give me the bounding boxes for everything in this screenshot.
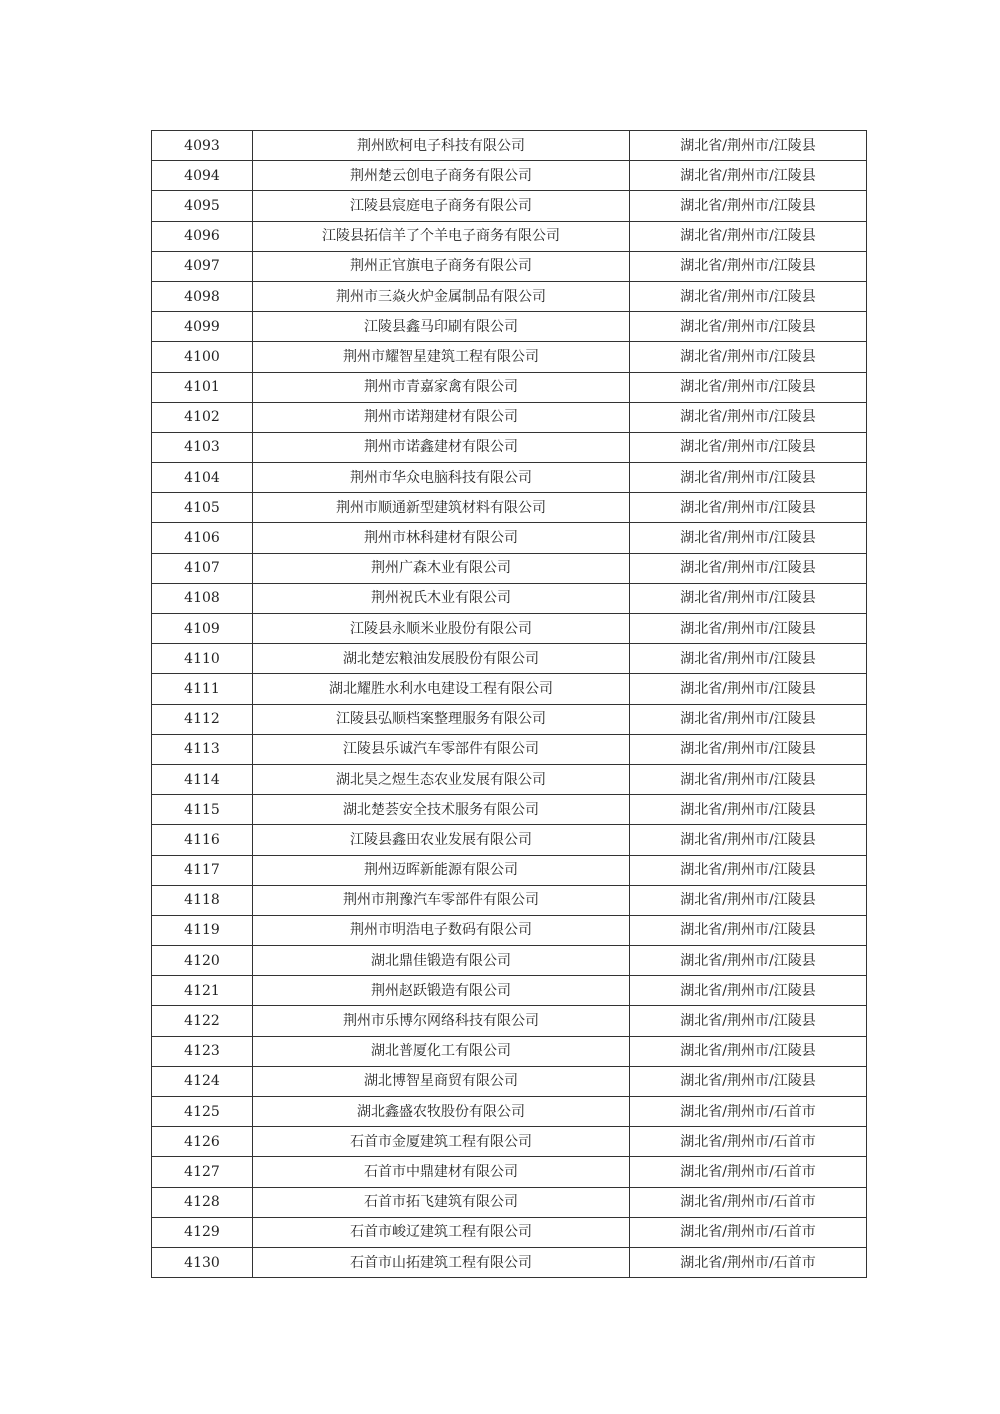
company-name-cell: 荆州欧柯电子科技有限公司 <box>253 131 630 161</box>
row-number-cell: 4127 <box>152 1157 253 1187</box>
company-name-cell: 荆州市诺鑫建材有限公司 <box>253 432 630 462</box>
row-number-cell: 4130 <box>152 1247 253 1277</box>
company-name-cell: 荆州市诺翔建材有限公司 <box>253 402 630 432</box>
table-row <box>152 221 867 251</box>
row-number-cell: 4104 <box>152 463 253 493</box>
company-name-cell: 湖北耀胜水利水电建设工程有限公司 <box>253 674 630 704</box>
table-row <box>152 614 867 644</box>
company-name-cell: 荆州赵跃锻造有限公司 <box>253 976 630 1006</box>
table-row <box>152 795 867 825</box>
row-number-cell: 4122 <box>152 1006 253 1036</box>
region-cell: 湖北省/荆州市/江陵县 <box>630 795 867 825</box>
region-cell: 湖北省/荆州市/石首市 <box>630 1187 867 1217</box>
company-name-cell: 湖北昊之煜生态农业发展有限公司 <box>253 764 630 794</box>
region-cell: 湖北省/荆州市/江陵县 <box>630 432 867 462</box>
row-number-cell: 4097 <box>152 251 253 281</box>
table-body <box>152 131 867 1278</box>
company-name-cell: 湖北博智星商贸有限公司 <box>253 1066 630 1096</box>
region-cell: 湖北省/荆州市/江陵县 <box>630 1036 867 1066</box>
table-row <box>152 583 867 613</box>
company-table <box>151 130 867 1278</box>
row-number-cell: 4102 <box>152 402 253 432</box>
region-cell: 湖北省/荆州市/江陵县 <box>630 644 867 674</box>
company-name-cell: 湖北楚宏粮油发展股份有限公司 <box>253 644 630 674</box>
row-number-cell: 4114 <box>152 764 253 794</box>
table-row <box>152 131 867 161</box>
region-cell: 湖北省/荆州市/江陵县 <box>630 221 867 251</box>
row-number-cell: 4109 <box>152 614 253 644</box>
company-name-cell: 湖北鼎佳锻造有限公司 <box>253 946 630 976</box>
region-cell: 湖北省/荆州市/江陵县 <box>630 523 867 553</box>
table-row <box>152 915 867 945</box>
region-cell: 湖北省/荆州市/石首市 <box>630 1217 867 1247</box>
company-name-cell: 荆州祝氏木业有限公司 <box>253 583 630 613</box>
company-name-cell: 江陵县拓信羊了个羊电子商务有限公司 <box>253 221 630 251</box>
company-name-cell: 江陵县宸庭电子商务有限公司 <box>253 191 630 221</box>
table-row <box>152 1187 867 1217</box>
row-number-cell: 4094 <box>152 161 253 191</box>
row-number-cell: 4101 <box>152 372 253 402</box>
table-row <box>152 1247 867 1277</box>
company-name-cell: 江陵县鑫马印刷有限公司 <box>253 312 630 342</box>
table-row <box>152 885 867 915</box>
company-name-cell: 荆州迈晖新能源有限公司 <box>253 855 630 885</box>
company-name-cell: 江陵县乐诚汽车零部件有限公司 <box>253 734 630 764</box>
table-row <box>152 1097 867 1127</box>
company-name-cell: 荆州市青嘉家禽有限公司 <box>253 372 630 402</box>
row-number-cell: 4118 <box>152 885 253 915</box>
table-row <box>152 342 867 372</box>
table-row <box>152 553 867 583</box>
table-row <box>152 946 867 976</box>
table-row <box>152 463 867 493</box>
row-number-cell: 4106 <box>152 523 253 553</box>
row-number-cell: 4098 <box>152 281 253 311</box>
company-name-cell: 荆州市耀智星建筑工程有限公司 <box>253 342 630 372</box>
table-row <box>152 312 867 342</box>
table-row <box>152 825 867 855</box>
region-cell: 湖北省/荆州市/江陵县 <box>630 946 867 976</box>
document-page <box>151 130 866 1278</box>
region-cell: 湖北省/荆州市/江陵县 <box>630 734 867 764</box>
row-number-cell: 4103 <box>152 432 253 462</box>
region-cell: 湖北省/荆州市/石首市 <box>630 1247 867 1277</box>
row-number-cell: 4115 <box>152 795 253 825</box>
table-row <box>152 493 867 523</box>
company-name-cell: 荆州市明浩电子数码有限公司 <box>253 915 630 945</box>
row-number-cell: 4110 <box>152 644 253 674</box>
region-cell: 湖北省/荆州市/江陵县 <box>630 342 867 372</box>
row-number-cell: 4124 <box>152 1066 253 1096</box>
region-cell: 湖北省/荆州市/江陵县 <box>630 131 867 161</box>
region-cell: 湖北省/荆州市/石首市 <box>630 1127 867 1157</box>
row-number-cell: 4120 <box>152 946 253 976</box>
company-name-cell: 荆州市三焱火炉金属制品有限公司 <box>253 281 630 311</box>
region-cell: 湖北省/荆州市/江陵县 <box>630 976 867 1006</box>
region-cell: 湖北省/荆州市/江陵县 <box>630 191 867 221</box>
company-name-cell: 湖北鑫盛农牧股份有限公司 <box>253 1097 630 1127</box>
region-cell: 湖北省/荆州市/江陵县 <box>630 674 867 704</box>
table-row <box>152 1127 867 1157</box>
company-name-cell: 江陵县弘顺档案整理服务有限公司 <box>253 704 630 734</box>
row-number-cell: 4123 <box>152 1036 253 1066</box>
region-cell: 湖北省/荆州市/江陵县 <box>630 553 867 583</box>
row-number-cell: 4093 <box>152 131 253 161</box>
table-row <box>152 251 867 281</box>
company-name-cell: 湖北楚荟安全技术服务有限公司 <box>253 795 630 825</box>
region-cell: 湖北省/荆州市/江陵县 <box>630 583 867 613</box>
row-number-cell: 4129 <box>152 1217 253 1247</box>
table-row <box>152 161 867 191</box>
region-cell: 湖北省/荆州市/江陵县 <box>630 825 867 855</box>
table-row <box>152 1157 867 1187</box>
row-number-cell: 4116 <box>152 825 253 855</box>
region-cell: 湖北省/荆州市/江陵县 <box>630 463 867 493</box>
company-name-cell: 江陵县永顺米业股份有限公司 <box>253 614 630 644</box>
table-row <box>152 432 867 462</box>
region-cell: 湖北省/荆州市/江陵县 <box>630 161 867 191</box>
company-name-cell: 荆州市华众电脑科技有限公司 <box>253 463 630 493</box>
region-cell: 湖北省/荆州市/石首市 <box>630 1157 867 1187</box>
company-name-cell: 湖北普厦化工有限公司 <box>253 1036 630 1066</box>
row-number-cell: 4095 <box>152 191 253 221</box>
table-row <box>152 191 867 221</box>
region-cell: 湖北省/荆州市/江陵县 <box>630 915 867 945</box>
company-name-cell: 荆州楚云创电子商务有限公司 <box>253 161 630 191</box>
company-name-cell: 荆州市乐博尔网络科技有限公司 <box>253 1006 630 1036</box>
region-cell: 湖北省/荆州市/江陵县 <box>630 885 867 915</box>
region-cell: 湖北省/荆州市/江陵县 <box>630 1066 867 1096</box>
region-cell: 湖北省/荆州市/江陵县 <box>630 312 867 342</box>
table-row <box>152 734 867 764</box>
table-row <box>152 523 867 553</box>
row-number-cell: 4108 <box>152 583 253 613</box>
region-cell: 湖北省/荆州市/江陵县 <box>630 614 867 644</box>
table-row <box>152 764 867 794</box>
row-number-cell: 4125 <box>152 1097 253 1127</box>
table-row <box>152 976 867 1006</box>
row-number-cell: 4112 <box>152 704 253 734</box>
row-number-cell: 4128 <box>152 1187 253 1217</box>
company-name-cell: 石首市中鼎建材有限公司 <box>253 1157 630 1187</box>
region-cell: 湖北省/荆州市/江陵县 <box>630 281 867 311</box>
company-name-cell: 荆州正官旗电子商务有限公司 <box>253 251 630 281</box>
company-name-cell: 荆州市林科建材有限公司 <box>253 523 630 553</box>
table-row <box>152 402 867 432</box>
row-number-cell: 4105 <box>152 493 253 523</box>
row-number-cell: 4099 <box>152 312 253 342</box>
row-number-cell: 4100 <box>152 342 253 372</box>
table-row <box>152 1006 867 1036</box>
table-row <box>152 372 867 402</box>
region-cell: 湖北省/荆州市/石首市 <box>630 1097 867 1127</box>
company-name-cell: 荆州市顺通新型建筑材料有限公司 <box>253 493 630 523</box>
company-name-cell: 荆州广森木业有限公司 <box>253 553 630 583</box>
company-name-cell: 石首市山拓建筑工程有限公司 <box>253 1247 630 1277</box>
table-row <box>152 855 867 885</box>
row-number-cell: 4113 <box>152 734 253 764</box>
company-name-cell: 石首市峻辽建筑工程有限公司 <box>253 1217 630 1247</box>
company-name-cell: 石首市金厦建筑工程有限公司 <box>253 1127 630 1157</box>
company-name-cell: 石首市拓飞建筑有限公司 <box>253 1187 630 1217</box>
table-row <box>152 1036 867 1066</box>
company-name-cell: 荆州市荆豫汽车零部件有限公司 <box>253 885 630 915</box>
table-row <box>152 644 867 674</box>
row-number-cell: 4126 <box>152 1127 253 1157</box>
region-cell: 湖北省/荆州市/江陵县 <box>630 372 867 402</box>
table-row <box>152 704 867 734</box>
row-number-cell: 4119 <box>152 915 253 945</box>
table-row <box>152 1066 867 1096</box>
region-cell: 湖北省/荆州市/江陵县 <box>630 1006 867 1036</box>
row-number-cell: 4096 <box>152 221 253 251</box>
region-cell: 湖北省/荆州市/江陵县 <box>630 493 867 523</box>
company-name-cell: 江陵县鑫田农业发展有限公司 <box>253 825 630 855</box>
row-number-cell: 4111 <box>152 674 253 704</box>
table-row <box>152 1217 867 1247</box>
table-row <box>152 281 867 311</box>
region-cell: 湖北省/荆州市/江陵县 <box>630 402 867 432</box>
region-cell: 湖北省/荆州市/江陵县 <box>630 855 867 885</box>
region-cell: 湖北省/荆州市/江陵县 <box>630 764 867 794</box>
row-number-cell: 4117 <box>152 855 253 885</box>
table-row <box>152 674 867 704</box>
region-cell: 湖北省/荆州市/江陵县 <box>630 251 867 281</box>
row-number-cell: 4107 <box>152 553 253 583</box>
region-cell: 湖北省/荆州市/江陵县 <box>630 704 867 734</box>
row-number-cell: 4121 <box>152 976 253 1006</box>
